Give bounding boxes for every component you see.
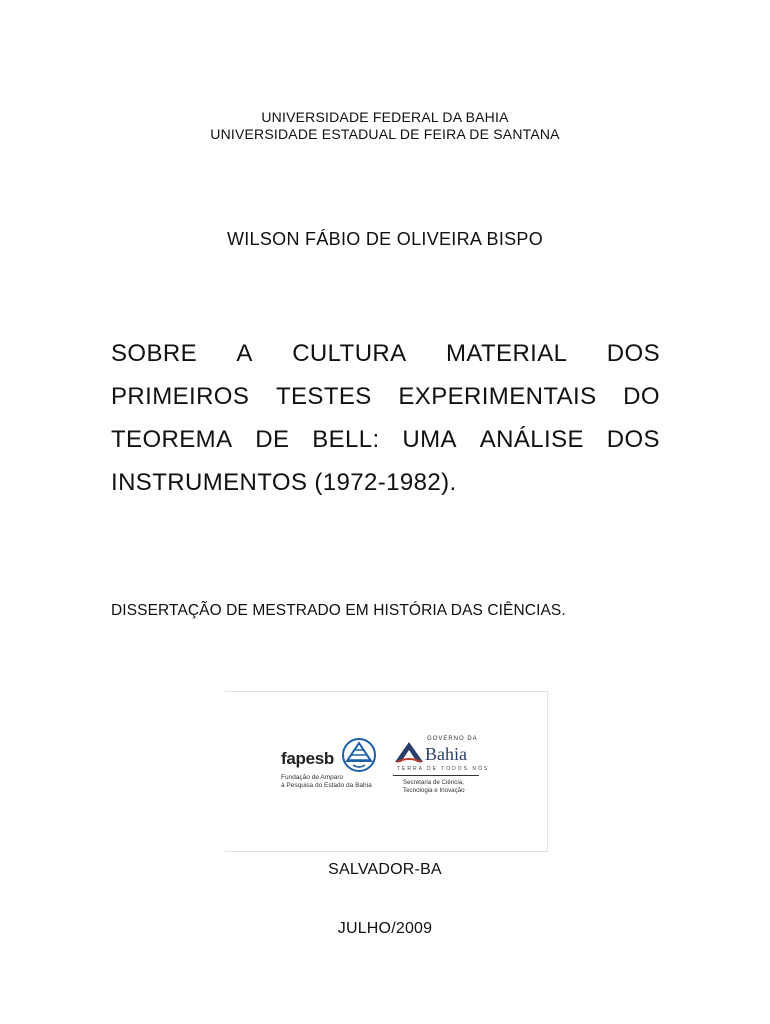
fapesb-emblem-icon <box>341 737 377 773</box>
fapesb-subtitle <box>281 774 372 790</box>
secretaria-line: Secretaria de Ciência, <box>403 779 464 786</box>
governo-bahia-logo <box>393 736 490 800</box>
bahia-wordmark: Bahia <box>425 744 467 764</box>
title-word: PRIMEIROS <box>111 383 250 410</box>
title-word: DE <box>255 426 290 453</box>
fapesb-wordmark: fapesb <box>281 749 334 768</box>
title-word: DO <box>623 383 660 410</box>
fapesb-logo <box>281 737 381 797</box>
title-word: DOS <box>606 426 660 453</box>
fapesb-subtitle-line: à Pesquisa do Estado da Bahia <box>281 782 372 789</box>
secretaria-line: Tecnologia e Inovação <box>403 786 465 794</box>
title-word: A <box>236 340 253 367</box>
title-word: EXPERIMENTAIS <box>398 383 597 410</box>
title-line-3 <box>111 418 660 461</box>
title-word: SOBRE <box>111 340 198 367</box>
title-word: CULTURA <box>292 340 407 367</box>
governo-da-text: GOVERNO DA <box>427 736 478 742</box>
fapesb-subtitle-line: Fundação de Amparo <box>281 774 344 781</box>
bahia-tagline: TERRA DE TODOS NÓS <box>397 766 490 772</box>
city: SALVADOR-BA <box>328 861 442 878</box>
title-line-1 <box>111 332 660 375</box>
degree-statement: DISSERTAÇÃO DE MESTRADO EM HISTÓRIA DAS CIÊNCIAS. <box>111 602 566 619</box>
title-word: BELL: <box>312 426 380 453</box>
bahia-triangle-icon <box>393 740 425 764</box>
author-name: WILSON FÁBIO DE OLIVEIRA BISPO <box>226 229 544 249</box>
institution-uefs: UNIVERSIDADE ESTADUAL DE FEIRA DE SANTANA <box>210 126 560 142</box>
institutions-header <box>0 109 770 143</box>
date: JULHO/2009 <box>337 920 433 937</box>
institution-ufba: UNIVERSIDADE FEDERAL DA BAHIA <box>261 109 509 125</box>
title-word: TESTES <box>275 383 372 410</box>
thesis-title <box>111 332 660 504</box>
title-word: (1972-1982). <box>314 469 457 496</box>
title-word: ANÁLISE <box>479 426 584 453</box>
title-line-2 <box>111 375 660 418</box>
title-word: TEOREMA <box>111 426 233 453</box>
title-word: MATERIAL <box>445 340 568 367</box>
title-word: INSTRUMENTOS <box>111 469 308 496</box>
title-word: DOS <box>606 340 660 367</box>
bahia-divider <box>393 775 479 776</box>
secretaria-text <box>403 779 465 794</box>
title-line-4 <box>111 461 660 504</box>
sponsor-logos <box>225 691 548 852</box>
title-word: UMA <box>402 426 457 453</box>
